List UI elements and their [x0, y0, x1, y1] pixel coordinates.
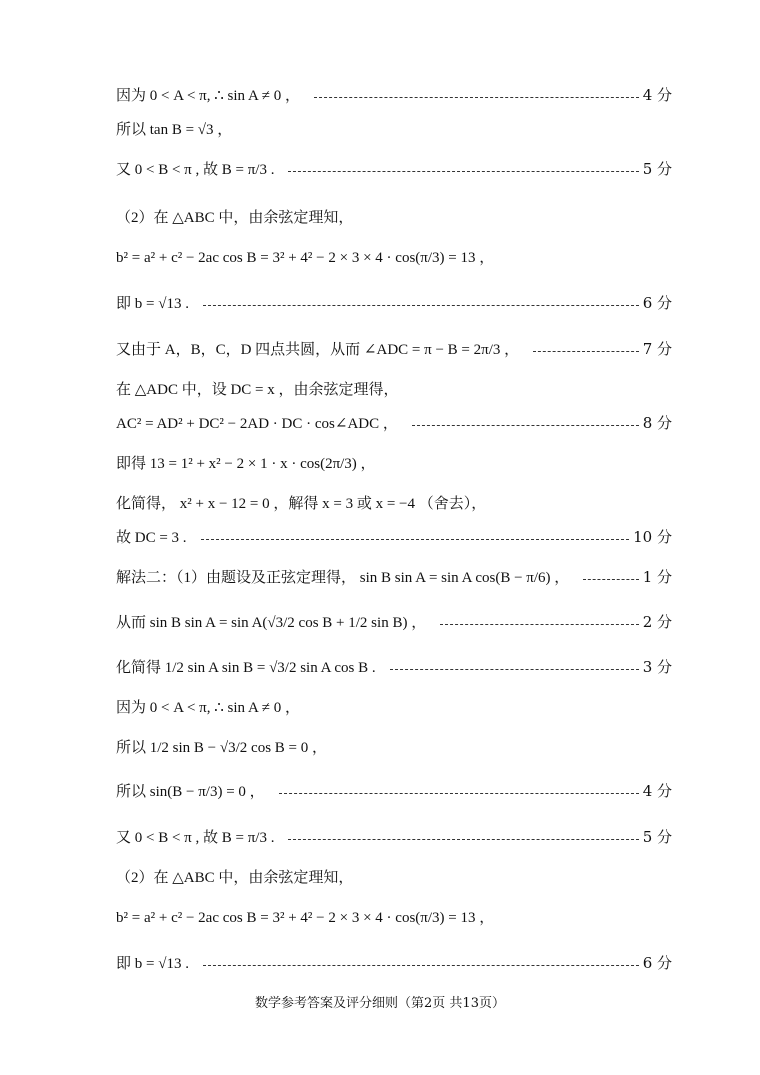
line-text: 所以 sin(B − π/3) = 0 ， [116, 784, 265, 800]
line-text: 又 0 < B < π , 故 B = π/3 . [116, 162, 275, 178]
line-text: 因为 0 < A < π, ∴ sin A ≠ 0 ， [116, 88, 300, 104]
answer-line [116, 84, 672, 105]
answer-line [116, 118, 672, 139]
answer-line [116, 452, 672, 473]
dotted-leader [203, 305, 639, 306]
answer-line [116, 338, 672, 359]
answer-line [116, 696, 672, 717]
line-text: （2）在 △ABC 中，由余弦定理知， [116, 870, 354, 886]
answer-line [116, 611, 672, 632]
line-text: 在 △ADC 中，设 DC = x ，由余弦定理得， [116, 382, 399, 398]
score-mark: 10 分 [633, 528, 672, 546]
line-text: b² = a² + c² − 2ac cos B = 3² + 4² − 2 × 3 × 4 · cos(π/3) = 13 ， [116, 910, 495, 926]
line-text: 解法二：（1）由题设及正弦定理得， sin B sin A = sin A cos(B − π/6) ， [116, 570, 570, 586]
dotted-leader [201, 539, 630, 540]
answer-line [116, 906, 672, 927]
score-mark: 4 分 [642, 782, 672, 800]
answer-line [116, 412, 672, 433]
dotted-leader [288, 171, 638, 172]
line-text: 化简得 1/2 sin A sin B = √3/2 sin A cos B . [116, 660, 376, 676]
dotted-leader [533, 351, 639, 352]
dotted-leader [203, 965, 639, 966]
line-text: 又 0 < B < π , 故 B = π/3 . [116, 830, 275, 846]
score-mark: 5 分 [642, 828, 672, 846]
page-footer: 数学参考答案及评分细则（第2页 共13页） [255, 996, 505, 1011]
line-text: 即 b = √13 . [116, 956, 189, 972]
dotted-leader [279, 793, 639, 794]
line-text: 所以 1/2 sin B − √3/2 cos B = 0 ， [116, 740, 327, 756]
dotted-leader [288, 839, 638, 840]
line-text: 又由于 A，B，C，D 四点共圆，从而 ∠ADC = π − B = 2π/3 ， [116, 342, 520, 358]
answer-line [116, 780, 672, 801]
dotted-leader [583, 579, 638, 580]
score-mark: 4 分 [642, 86, 672, 104]
line-text: （2）在 △ABC 中，由余弦定理知， [116, 210, 354, 226]
answer-line [116, 492, 672, 513]
score-mark: 6 分 [642, 294, 672, 312]
answer-line [116, 292, 672, 313]
score-mark: 6 分 [642, 954, 672, 972]
line-text: 故 DC = 3 . [116, 530, 187, 546]
line-text: 即 b = √13 . [116, 296, 189, 312]
dotted-leader [440, 624, 638, 625]
dotted-leader [412, 425, 639, 426]
line-text: 所以 tan B = √3 ， [116, 122, 233, 138]
score-mark: 8 分 [642, 414, 672, 432]
line-text: 从而 sin B sin A = sin A(√3/2 cos B + 1/2 sin B) ， [116, 615, 427, 631]
line-text: 化简得， x² + x − 12 = 0 ，解得 x = 3 或 x = −4 （舍去）， [116, 496, 487, 512]
answer-line [116, 246, 672, 267]
score-mark: 7 分 [642, 340, 672, 358]
line-text: 即得 13 = 1² + x² − 2 × 1 · x · cos(2π/3) ， [116, 456, 376, 472]
answer-line [116, 566, 672, 587]
answer-line [116, 736, 672, 757]
answer-line [116, 378, 672, 399]
answer-line [116, 952, 672, 973]
line-text: b² = a² + c² − 2ac cos B = 3² + 4² − 2 × 3 × 4 · cos(π/3) = 13 ， [116, 250, 495, 266]
score-mark: 3 分 [642, 658, 672, 676]
score-mark: 2 分 [642, 613, 672, 631]
line-text: 因为 0 < A < π, ∴ sin A ≠ 0 ， [116, 700, 300, 716]
score-mark: 5 分 [642, 160, 672, 178]
answer-line [116, 206, 672, 227]
line-text: AC² = AD² + DC² − 2AD · DC · cos∠ADC ， [116, 416, 398, 432]
answer-line [116, 826, 672, 847]
dotted-leader [390, 669, 639, 670]
answer-line [116, 866, 672, 887]
answer-line [116, 526, 672, 547]
answer-line [116, 158, 672, 179]
answer-line [116, 656, 672, 677]
score-mark: 1 分 [642, 568, 672, 586]
dotted-leader [314, 97, 639, 98]
